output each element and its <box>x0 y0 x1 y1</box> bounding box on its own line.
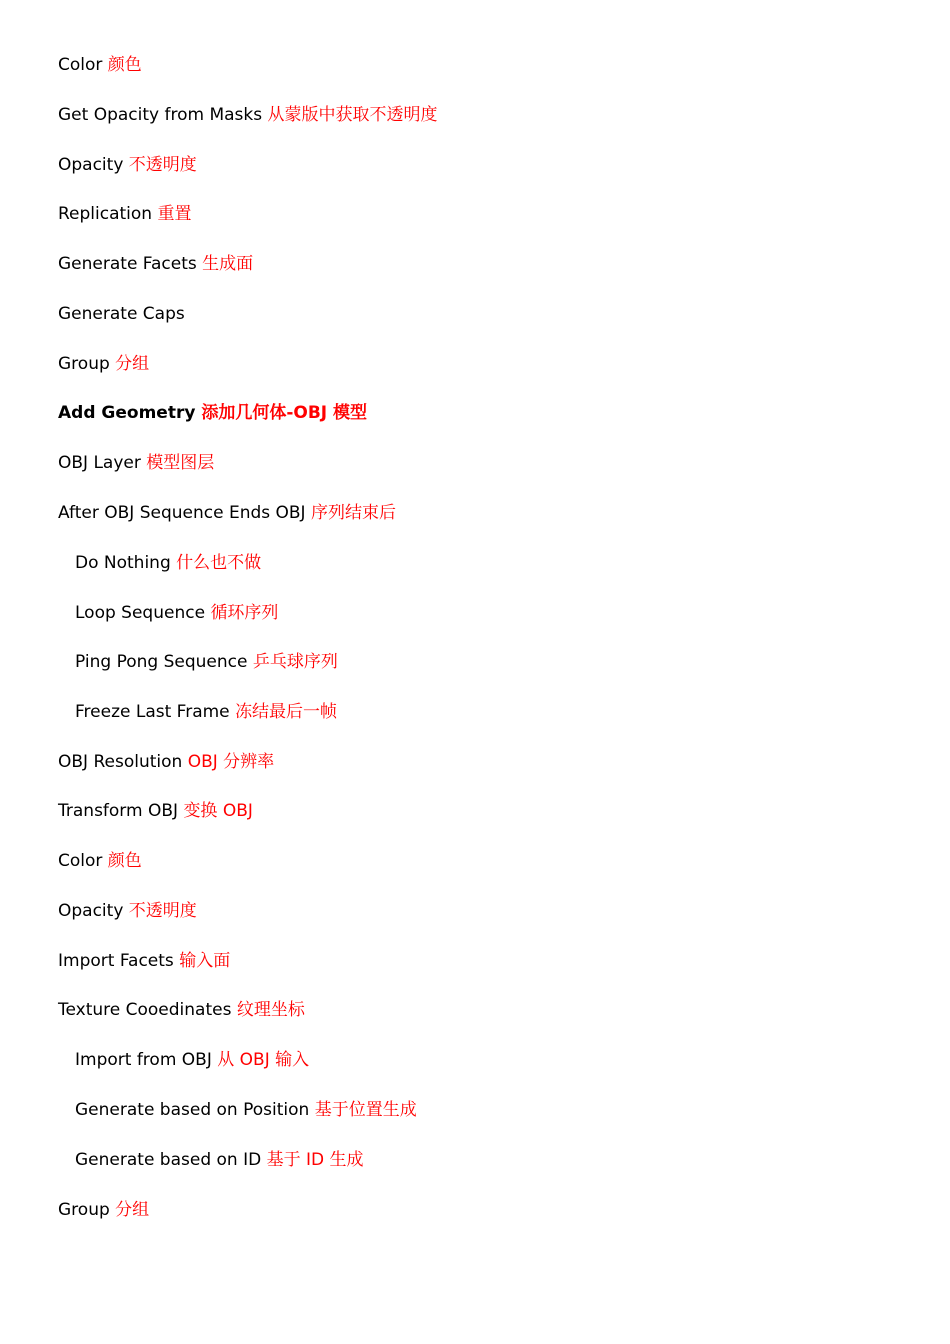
line-translation: 变换 OBJ <box>183 801 253 821</box>
line-text: Opacity <box>58 901 129 921</box>
doc-line-import-facets <box>58 946 230 976</box>
line-translation: OBJ 分辨率 <box>187 752 275 772</box>
doc-line-generate-facets <box>58 249 253 279</box>
line-text: Do Nothing <box>75 553 177 573</box>
line-text: Group <box>58 1200 116 1220</box>
line-text: Add Geometry <box>58 403 202 423</box>
line-translation: 基于位置生成 <box>314 1100 417 1120</box>
line-translation: 输入面 <box>179 951 231 971</box>
line-text: Generate Caps <box>58 304 185 324</box>
line-text: After OBJ Sequence Ends OBJ <box>58 503 311 523</box>
line-text: OBJ Resolution <box>58 752 188 772</box>
line-text: Replication <box>58 204 158 224</box>
line-translation: 从 OBJ 输入 <box>217 1050 310 1070</box>
line-text: Opacity <box>58 155 129 175</box>
doc-line-obj-layer <box>58 448 214 478</box>
section-heading-add-geometry <box>58 398 367 428</box>
line-text: Loop Sequence <box>75 603 211 623</box>
line-translation: 纹理坐标 <box>236 1000 305 1020</box>
doc-line-color-2 <box>58 846 142 876</box>
doc-subline-generate-based-on-id <box>75 1145 364 1175</box>
doc-line-texture-coordinates <box>58 995 305 1025</box>
line-translation: 乒乓球序列 <box>252 652 338 672</box>
line-text: Import from OBJ <box>75 1050 218 1070</box>
line-translation: 重置 <box>157 204 192 224</box>
doc-subline-freeze-last-frame <box>75 697 337 727</box>
line-translation: 分组 <box>115 1200 150 1220</box>
doc-subline-generate-based-on-position <box>75 1095 417 1125</box>
line-text: OBJ Layer <box>58 453 147 473</box>
doc-line-color <box>58 50 142 80</box>
line-text: Ping Pong Sequence <box>75 652 253 672</box>
line-text: Color <box>58 851 108 871</box>
line-translation: 循环序列 <box>210 603 279 623</box>
line-text: Import Facets <box>58 951 180 971</box>
line-text: Freeze Last Frame <box>75 702 236 722</box>
line-text: Get Opacity from Masks <box>58 105 268 125</box>
doc-line-opacity-2 <box>58 896 197 926</box>
doc-line-obj-resolution <box>58 747 274 777</box>
doc-subline-loop-sequence <box>75 598 278 628</box>
line-translation: 从蒙版中获取不透明度 <box>267 105 438 125</box>
line-translation: 颜色 <box>107 55 142 75</box>
doc-subline-ping-pong-sequence <box>75 647 338 677</box>
line-translation: 不透明度 <box>128 901 197 921</box>
line-translation: 添加几何体-OBJ 模型 <box>201 403 368 423</box>
line-translation: 颜色 <box>107 851 142 871</box>
line-text: Generate Facets <box>58 254 203 274</box>
line-translation: 模型图层 <box>146 453 215 473</box>
doc-line-after-obj-sequence-ends <box>58 498 396 528</box>
line-translation: 冻结最后一帧 <box>235 702 338 722</box>
doc-line-replication <box>58 199 191 229</box>
doc-line-opacity <box>58 150 197 180</box>
doc-subline-import-from-obj <box>75 1045 309 1075</box>
line-translation: 不透明度 <box>128 155 197 175</box>
line-text: Color <box>58 55 108 75</box>
line-text: Transform OBJ <box>58 801 184 821</box>
line-text: Generate based on ID <box>75 1150 267 1170</box>
doc-line-group <box>58 349 149 379</box>
doc-line-transform-obj <box>58 796 253 826</box>
line-text: Group <box>58 354 116 374</box>
line-translation: 生成面 <box>202 254 254 274</box>
doc-line-generate-caps <box>58 299 185 329</box>
line-translation: 基于 ID 生成 <box>266 1150 364 1170</box>
doc-subline-do-nothing <box>75 548 261 578</box>
doc-line-group-2 <box>58 1195 149 1225</box>
line-translation: 序列结束后 <box>310 503 396 523</box>
line-text: Generate based on Position <box>75 1100 315 1120</box>
line-text: Texture Cooedinates <box>58 1000 237 1020</box>
line-translation: 分组 <box>115 354 150 374</box>
doc-line-get-opacity-from-masks <box>58 100 438 130</box>
line-translation: 什么也不做 <box>176 553 262 573</box>
